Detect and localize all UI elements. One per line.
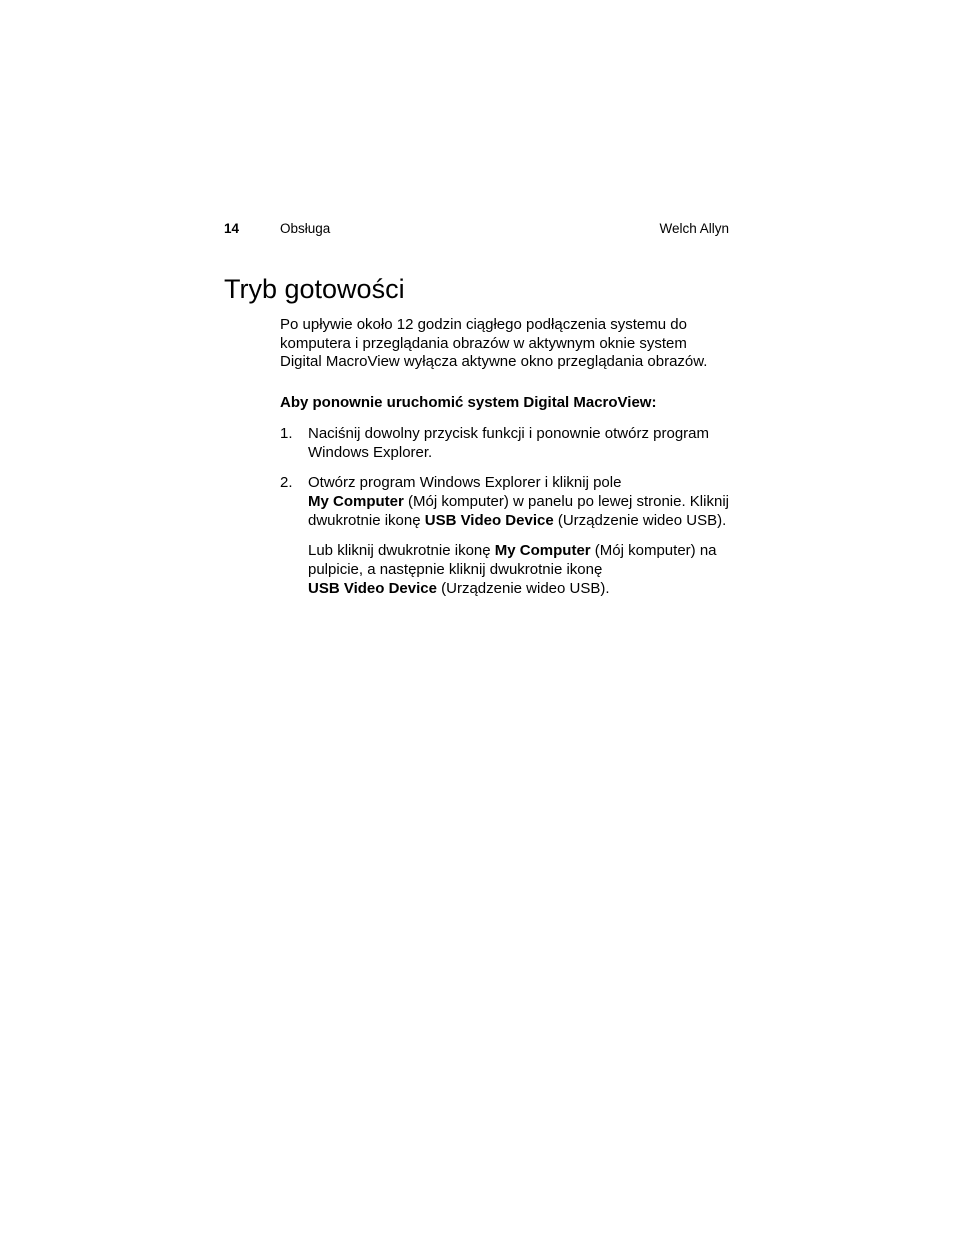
page-title: Tryb gotowości	[224, 274, 405, 304]
step-text: Naciśnij dowolny przycisk funkcji i ponownie otwórz program Windows Explorer.	[308, 424, 709, 461]
step-text-part: (Urządzenie wideo USB).	[553, 511, 727, 529]
page-number: 14	[224, 221, 240, 236]
page-header	[224, 221, 729, 239]
step-alt-text	[308, 542, 732, 598]
my-computer-term: My Computer	[494, 542, 591, 560]
list-item	[280, 474, 732, 598]
step-number: 2.	[280, 474, 293, 492]
step-text-part: Otwórz program Windows Explorer i kliknij pole	[308, 474, 622, 492]
intro-paragraph: Po upływie około 12 godzin ciągłego podłączenia systemu do komputera i przeglądania obrazów w aktywnym oknie system Digital MacroView wyłącza aktywne okno przeglądania obrazów.	[280, 316, 708, 371]
list-item	[280, 425, 732, 462]
section-name: Obsługa	[280, 221, 331, 236]
step-number: 1.	[280, 424, 293, 442]
steps-list	[280, 425, 732, 599]
main-content	[280, 316, 732, 610]
step-text	[308, 474, 732, 530]
step-text-part: (Urządzenie wideo USB).	[436, 579, 610, 597]
my-computer-term: My Computer	[308, 492, 404, 510]
step-text-part: (Mój komputer) w panelu po lewej stronie. Kliknij dwukrotnie ikonę	[308, 492, 729, 529]
procedure-heading: Aby ponownie uruchomić system Digital MacroView:	[280, 394, 657, 412]
company-name: Welch Allyn	[659, 221, 729, 236]
usb-video-device-term: USB Video Device	[308, 579, 437, 597]
usb-video-device-term: USB Video Device	[424, 511, 554, 529]
step-text-part: (Mój komputer) na pulpicie, a następnie kliknij dwukrotnie ikonę	[308, 542, 717, 579]
step-text-part: Lub kliknij dwukrotnie ikonę	[308, 542, 495, 560]
